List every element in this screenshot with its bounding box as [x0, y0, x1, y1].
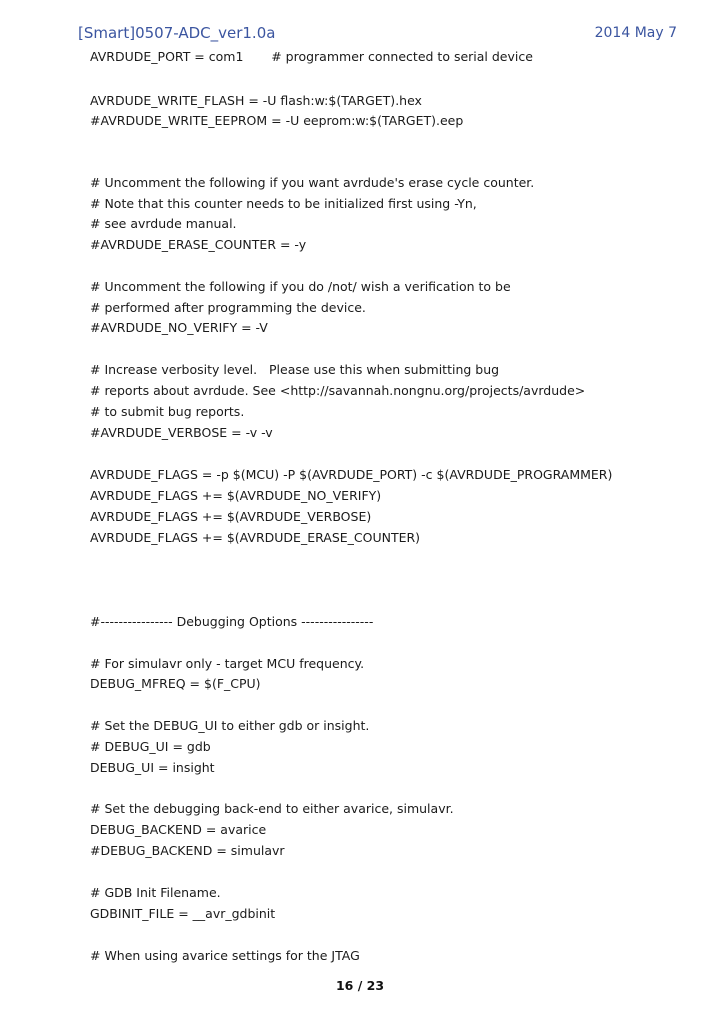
code-line: AVRDUDE_FLAGS += $(AVRDUDE_NO_VERIFY)	[90, 488, 382, 503]
code-line: DEBUG_UI = insight	[90, 760, 215, 775]
code-line: #AVRDUDE_ERASE_COUNTER = -y	[90, 237, 307, 252]
code-line: # When using avarice settings for the JTAG	[90, 948, 360, 963]
code-line: # reports about avrdude. See <http://savannah.nongnu.org/projects/avrdude>	[90, 383, 586, 398]
code-line: # GDB Init Filename.	[90, 885, 221, 900]
code-line: # to submit bug reports.	[90, 404, 245, 419]
code-line: # Uncomment the following if you do /not/ wish a verification to be	[90, 279, 511, 294]
code-line: AVRDUDE_WRITE_FLASH = -U flash:w:$(TARGET).hex	[90, 93, 422, 108]
code-line: # Note that this counter needs to be initialized first using -Yn,	[90, 196, 477, 211]
code-line: #AVRDUDE_VERBOSE = -v -v	[90, 425, 273, 440]
code-line: #AVRDUDE_NO_VERIFY = -V	[90, 320, 268, 335]
document-date: 2014 May 7	[594, 25, 677, 41]
code-line: #---------------- Debugging Options ----------------	[90, 614, 374, 629]
code-line: AVRDUDE_FLAGS += $(AVRDUDE_ERASE_COUNTER)	[90, 530, 421, 545]
code-line: # For simulavr only - target MCU frequency.	[90, 656, 365, 671]
code-line: # Set the debugging back-end to either avarice, simulavr.	[90, 801, 454, 816]
page-number: 16 / 23	[335, 978, 385, 993]
code-line: AVRDUDE_FLAGS += $(AVRDUDE_VERBOSE)	[90, 509, 372, 524]
code-line: DEBUG_MFREQ = $(F_CPU)	[90, 676, 261, 691]
code-line: DEBUG_BACKEND = avarice	[90, 822, 267, 837]
code-line: # Set the DEBUG_UI to either gdb or insight.	[90, 718, 370, 733]
code-line: # see avrdude manual.	[90, 216, 237, 231]
code-line: #DEBUG_BACKEND = simulavr	[90, 843, 285, 858]
code-line: #AVRDUDE_WRITE_EEPROM = -U eeprom:w:$(TARGET).eep	[90, 113, 464, 128]
code-line: GDBINIT_FILE = __avr_gdbinit	[90, 906, 276, 921]
code-line: # performed after programming the device.	[90, 300, 366, 315]
code-line: # Uncomment the following if you want avrdude's erase cycle counter.	[90, 175, 535, 190]
document-title: [Smart]0507-ADC_ver1.0a	[78, 24, 276, 42]
code-line: AVRDUDE_FLAGS = -p $(MCU) -P $(AVRDUDE_PORT) -c $(AVRDUDE_PROGRAMMER)	[90, 467, 613, 482]
code-line: # Increase verbosity level. Please use this when submitting bug	[90, 362, 500, 377]
code-line: AVRDUDE_PORT = com1 # programmer connected to serial device	[90, 49, 533, 64]
code-line: # DEBUG_UI = gdb	[90, 739, 211, 754]
